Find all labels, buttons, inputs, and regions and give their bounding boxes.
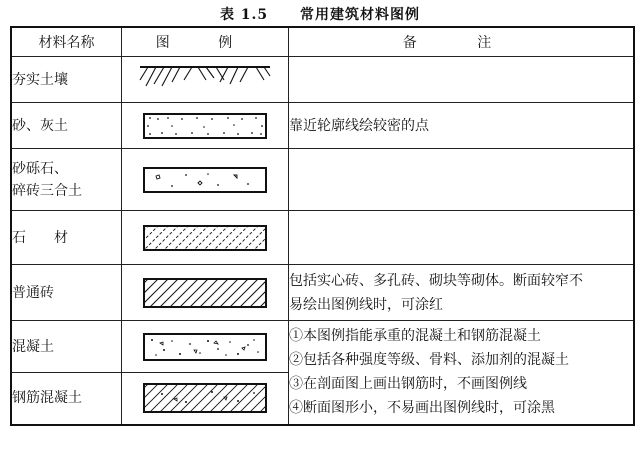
compacted-soil-pattern: [138, 62, 272, 98]
material-name: 混凝土: [11, 321, 122, 373]
note-cell: [289, 265, 635, 321]
note-line: 包括实心砖、多孔砖、砌块等砌体。断面较窄不: [289, 272, 583, 289]
table-row: [11, 211, 634, 265]
table-number: 表 1.5: [219, 7, 269, 23]
stone-pattern: [142, 224, 268, 252]
material-name-line: 砂砾石、: [12, 160, 68, 177]
gravel-pattern: [142, 166, 268, 194]
note-line: ②包括各种强度等级、骨料、添加剂的混凝土: [289, 352, 569, 369]
header-material-name: 材料名称: [11, 27, 122, 57]
material-name: 石 材: [11, 211, 122, 265]
brick-pattern: [142, 277, 268, 309]
legend-cell: [122, 103, 289, 149]
table-row: [11, 149, 634, 211]
legend-cell: [122, 57, 289, 103]
table-row: [11, 103, 634, 149]
sand-lime-pattern: [142, 112, 268, 140]
table-row: [11, 57, 634, 103]
header-row: [11, 27, 634, 57]
legend-cell: [122, 373, 289, 425]
note-line: ④断面图形小，不易画出图例线时，可涂黑: [289, 400, 555, 417]
material-name: 砂、灰土: [11, 103, 122, 149]
table-row: [11, 321, 634, 373]
material-name: [11, 149, 122, 211]
material-legend-table: [10, 26, 635, 426]
table-caption: [0, 4, 640, 24]
note-cell: [289, 57, 635, 103]
header-legend: 图 例: [122, 27, 289, 57]
note-line: 易绘出图例线时，可涂红: [289, 296, 443, 313]
table-title: 常用建筑材料图例: [300, 7, 421, 23]
legend-cell: [122, 321, 289, 373]
material-name: 普通砖: [11, 265, 122, 321]
material-name-line: 碎砖三合土: [12, 182, 82, 199]
legend-cell: [122, 149, 289, 211]
legend-cell: [122, 265, 289, 321]
header-note: 备 注: [289, 27, 635, 57]
note-cell: [289, 149, 635, 211]
note-cell: [289, 211, 635, 265]
note-line: ③在剖面图上画出钢筋时，不画图例线: [289, 376, 527, 393]
material-name: 夯实土壤: [11, 57, 122, 103]
note-cell: 靠近轮廓线绘较密的点: [289, 103, 635, 149]
legend-cell: [122, 211, 289, 265]
concrete-note-cell: [289, 321, 635, 425]
table-row: [11, 265, 634, 321]
note-line: ①本图例指能承重的混凝土和钢筋混凝土: [289, 328, 541, 345]
material-name: 钢筋混凝土: [11, 373, 122, 425]
concrete-pattern: [142, 332, 268, 362]
reinforced-concrete-pattern: [142, 382, 268, 414]
